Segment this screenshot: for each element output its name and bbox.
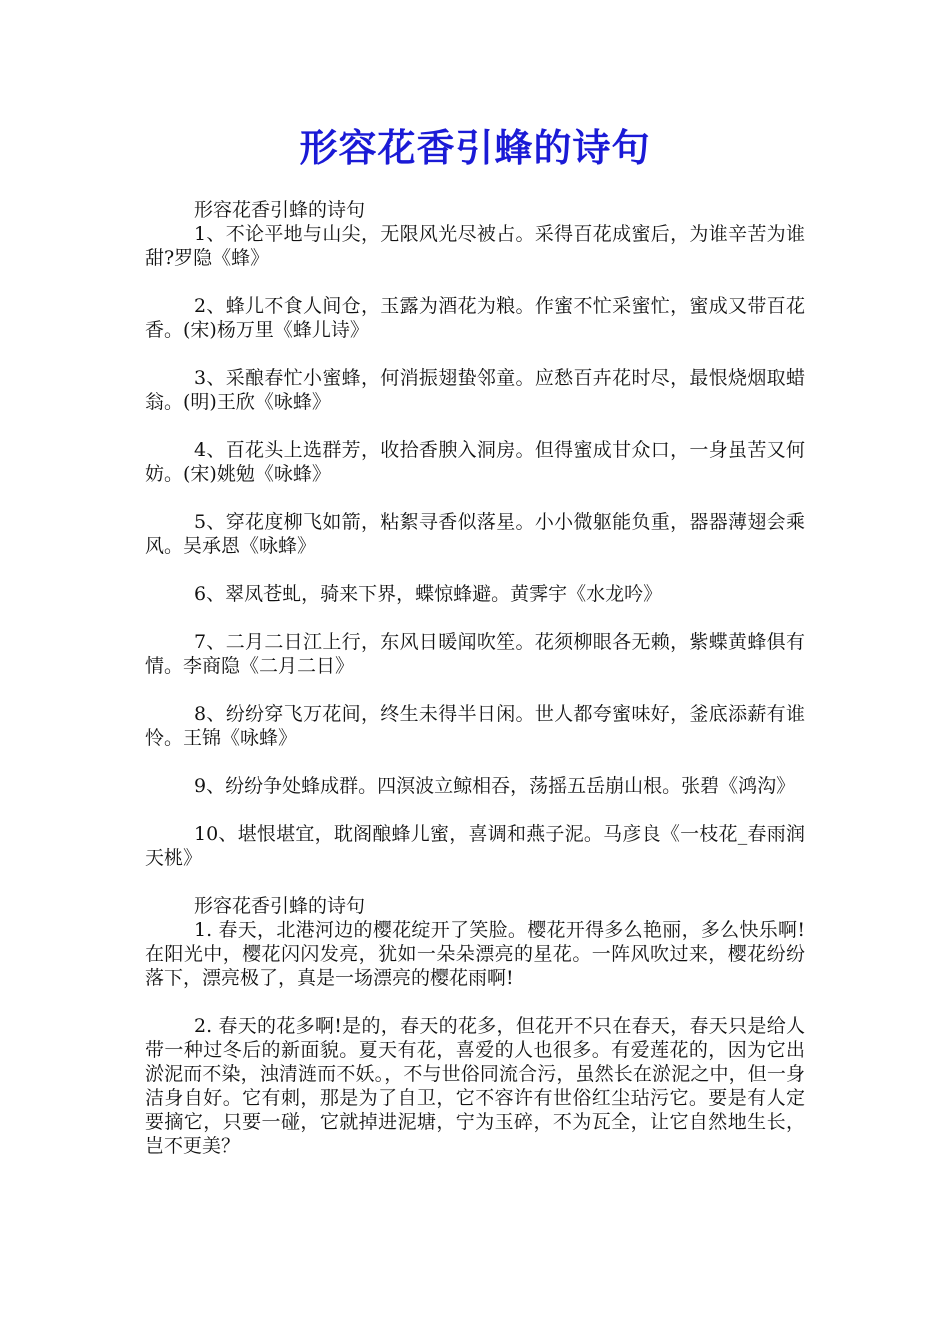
poem-item: 6、翠凤苍虬，骑来下界，蝶惊蜂避。黄霁宇《水龙吟》: [194, 583, 663, 605]
poem-item: 8、纷纷穿飞万花间，终生未得半日闲。世人都夸蜜味好，釜底添薪有谁怜。王锦《咏蜂》: [145, 703, 805, 749]
poem-item: 3、采酿春忙小蜜蜂，何消振翅蛰邻童。应愁百卉花时尽，最恨烧烟取蜡翁。(明)王欣《咏蜂》: [145, 367, 805, 413]
prose-paragraph: 1. 春天，北港河边的樱花绽开了笑脸。樱花开得多么艳丽，多么快乐啊!在阳光中，樱花闪闪发亮，犹如一朵朵漂亮的星花。一阵风吹过来，樱花纷纷落下，漂亮极了，真是一场漂亮的樱花雨啊!: [145, 919, 805, 989]
section-heading: 形容花香引蜂的诗句: [194, 895, 366, 917]
poem-item: 7、二月二日江上行，东风日暖闻吹笙。花须柳眼各无赖，紫蝶黄蜂俱有情。李商隐《二月二日》: [145, 631, 805, 677]
section-heading: 形容花香引蜂的诗句: [194, 199, 366, 221]
poem-item: 1、不论平地与山尖，无限风光尽被占。采得百花成蜜后，为谁辛苦为谁甜?罗隐《蜂》: [145, 223, 805, 269]
poem-item: 4、百花头上选群芳，收拾香腴入洞房。但得蜜成甘众口，一身虽苦又何妨。(宋)姚勉《咏蜂》: [145, 439, 805, 485]
document-body: [145, 198, 805, 1158]
poem-item: 2、蜂儿不食人间仓，玉露为酒花为粮。作蜜不忙采蜜忙，蜜成又带百花香。(宋)杨万里《蜂儿诗》: [145, 295, 805, 341]
prose-paragraph: 2. 春天的花多啊!是的，春天的花多，但花开不只在春天，春天只是给人带一种过冬后的新面貌。夏天有花，喜爱的人也很多。有爱莲花的，因为它出淤泥而不染，浊清涟而不妖。，不与世俗同流合污，虽然长在淤泥之中，但一身洁身自好。它有刺，那是为了自卫，它不容许有世俗红尘玷污它。要是有人定要摘它，只要一碰，它就掉进泥塘，宁为玉碎，不为瓦全，让它自然地生长，岂不更美？: [145, 1015, 805, 1157]
poem-item: 10、堪恨堪宜，耽阁酿蜂儿蜜，喜调和燕子泥。马彦良《一枝花_春雨润天桃》: [145, 823, 805, 869]
document-title: 形容花香引蜂的诗句: [299, 126, 651, 170]
poem-item: 5、穿花度柳飞如箭，粘絮寻香似落星。小小微躯能负重，器器薄翅会乘风。吴承恩《咏蜂》: [145, 511, 805, 557]
poem-item: 9、纷纷争处蜂成群。四溟波立鲸相吞，荡摇五岳崩山根。张碧《鸿沟》: [194, 775, 796, 797]
